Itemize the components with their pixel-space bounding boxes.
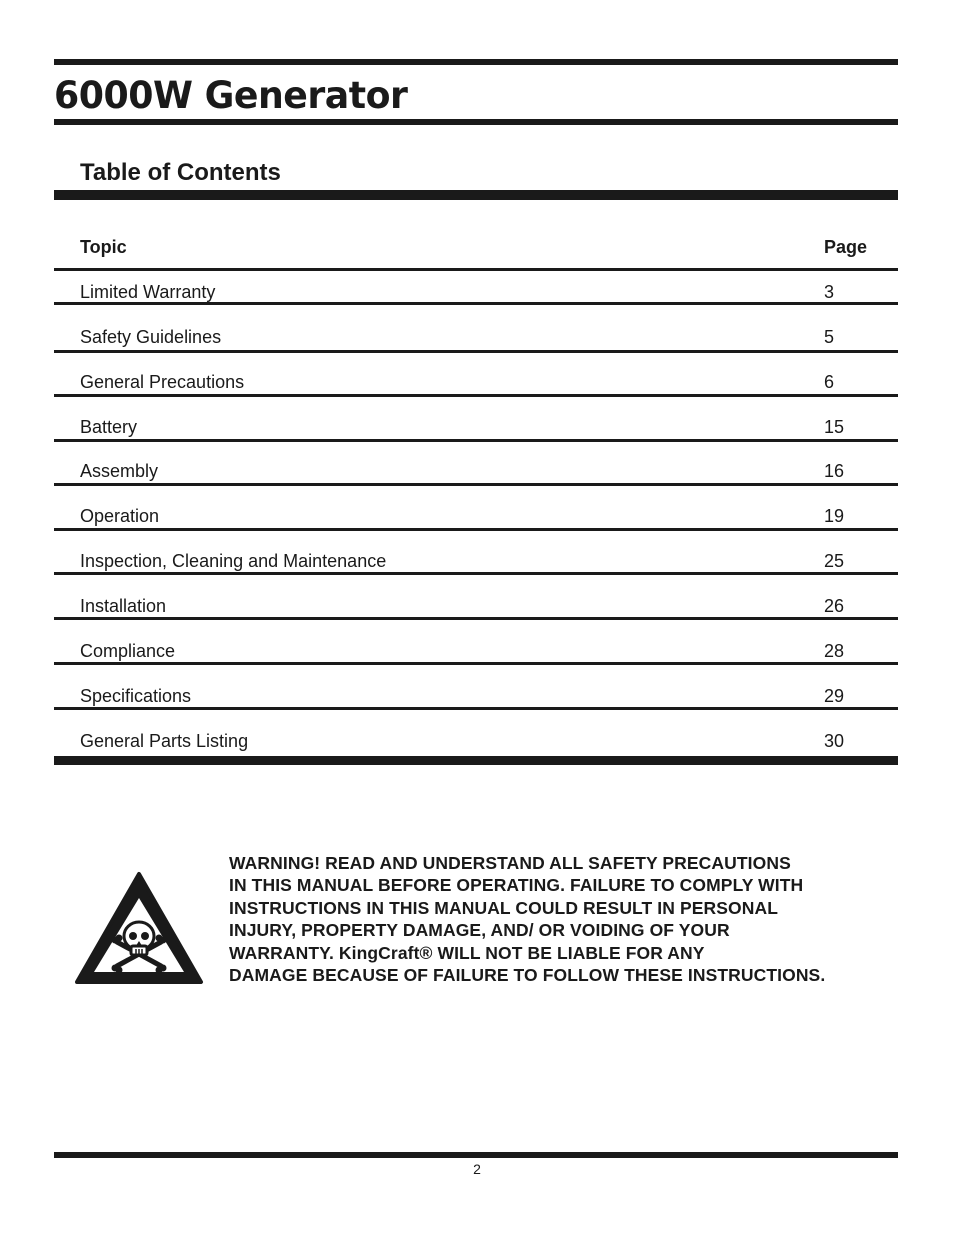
footer-rule bbox=[54, 1152, 898, 1158]
toc-row[interactable] bbox=[0, 640, 954, 662]
toc-topic: Installation bbox=[80, 596, 167, 616]
warning-line: INJURY, PROPERTY DAMAGE, AND/ OR VOIDING OF YOUR bbox=[229, 920, 730, 941]
page-number: 2 bbox=[473, 1161, 481, 1177]
title-underline-rule bbox=[54, 119, 898, 125]
toc-topic: Limited Warranty bbox=[80, 282, 216, 302]
toc-row-divider bbox=[54, 350, 898, 353]
toc-row[interactable] bbox=[0, 326, 954, 348]
document-title: 6000W Generator bbox=[54, 74, 408, 117]
warning-line: INSTRUCTIONS IN THIS MANUAL COULD RESULT IN PERSONAL bbox=[229, 897, 778, 918]
toc-row[interactable] bbox=[0, 460, 954, 482]
toc-topic: Safety Guidelines bbox=[80, 327, 222, 347]
toc-column-topic: Topic bbox=[80, 237, 127, 257]
toc-page-number: 15 bbox=[824, 417, 845, 437]
toc-row-divider bbox=[54, 439, 898, 442]
toc-row-divider bbox=[54, 394, 898, 397]
toc-row[interactable] bbox=[0, 730, 954, 752]
toc-column-page: Page bbox=[824, 237, 868, 257]
toc-row-divider bbox=[54, 662, 898, 665]
toc-bottom-rule bbox=[54, 756, 898, 765]
toc-row[interactable] bbox=[0, 550, 954, 572]
toc-column-headers bbox=[0, 236, 954, 258]
toc-page-number: 19 bbox=[824, 506, 845, 526]
toc-heading-rule bbox=[54, 190, 898, 200]
warning-line: WARRANTY. KingCraft® WILL NOT BE LIABLE FOR ANY bbox=[229, 942, 705, 963]
toc-topic: General Parts Listing bbox=[80, 731, 249, 751]
toc-topic: Operation bbox=[80, 506, 160, 526]
toc-topic: Battery bbox=[80, 417, 138, 437]
warning-line: WARNING! READ AND UNDERSTAND ALL SAFETY PRECAUTIONS bbox=[229, 853, 791, 873]
toc-row[interactable] bbox=[0, 281, 954, 303]
toc-page-number: 29 bbox=[824, 686, 845, 706]
toc-row[interactable] bbox=[0, 416, 954, 438]
toc-page-number: 25 bbox=[824, 551, 845, 571]
toc-page-number: 30 bbox=[824, 731, 845, 751]
toc-row-divider bbox=[54, 572, 898, 575]
toc-page-number: 6 bbox=[824, 372, 835, 392]
toc-heading: Table of Contents bbox=[80, 159, 281, 186]
toc-row-divider bbox=[54, 707, 898, 710]
toc-row[interactable] bbox=[0, 595, 954, 617]
toc-row[interactable] bbox=[0, 685, 954, 707]
toc-page-number: 5 bbox=[824, 327, 835, 347]
toc-header-rule bbox=[54, 268, 898, 271]
toc-page-number: 26 bbox=[824, 596, 845, 616]
warning-line: IN THIS MANUAL BEFORE OPERATING. FAILURE TO COMPLY WITH bbox=[229, 875, 804, 896]
skull-crossbones-warning-icon bbox=[74, 870, 204, 986]
toc-topic: Assembly bbox=[80, 461, 159, 481]
toc-page-number: 16 bbox=[824, 461, 845, 481]
toc-page-number: 3 bbox=[824, 282, 835, 302]
toc-row[interactable] bbox=[0, 371, 954, 393]
toc-row-divider bbox=[54, 483, 898, 486]
toc-topic: Compliance bbox=[80, 641, 176, 661]
toc-topic: Specifications bbox=[80, 686, 192, 706]
toc-row[interactable] bbox=[0, 505, 954, 527]
toc-row-divider bbox=[54, 528, 898, 531]
toc-topic: General Precautions bbox=[80, 372, 245, 392]
warning-line: DAMAGE BECAUSE OF FAILURE TO FOLLOW THESE INSTRUCTIONS. bbox=[229, 965, 826, 986]
top-rule bbox=[54, 59, 898, 65]
safety-warning-text bbox=[229, 852, 889, 986]
toc-page-number: 28 bbox=[824, 641, 845, 661]
toc-row-divider bbox=[54, 302, 898, 305]
toc-topic: Inspection, Cleaning and Maintenance bbox=[80, 551, 387, 571]
toc-row-divider bbox=[54, 617, 898, 620]
